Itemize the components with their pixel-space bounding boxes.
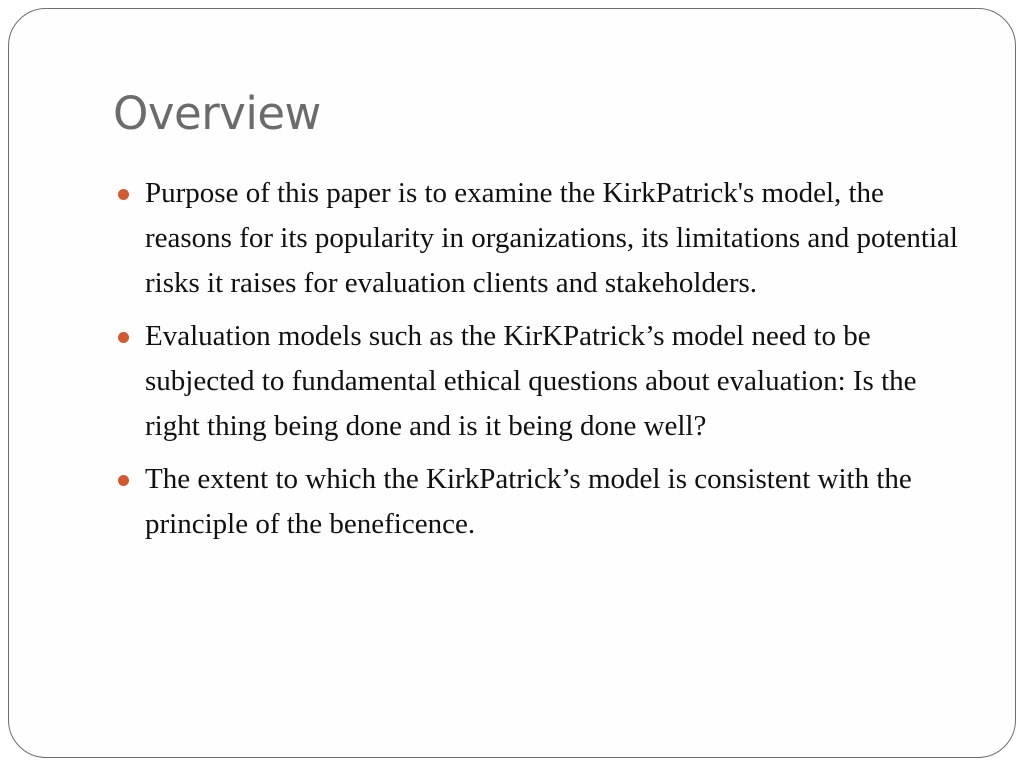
bullet-dot-icon	[118, 189, 129, 200]
bullet-text: Purpose of this paper is to examine the KirkPatrick's model, the reasons for its popularity in organizations, its limitations and potential risks it raises for evaluation clients and stakeholders.	[145, 177, 958, 299]
bullet-item	[111, 171, 971, 306]
bullet-item	[111, 314, 971, 449]
bullet-text: Evaluation models such as the KirKPatrick’s model need to be subjected to fundamental ethical questions about evaluation: Is the right thing being done and is it being done well?	[145, 320, 917, 442]
bullet-dot-icon	[118, 332, 129, 343]
bullet-text: The extent to which the KirkPatrick’s model is consistent with the principle of the beneficence.	[145, 463, 912, 540]
bullet-dot-icon	[118, 475, 129, 486]
bullet-list	[111, 171, 971, 555]
slide	[8, 8, 1016, 758]
bullet-item	[111, 457, 971, 547]
slide-title: Overview	[113, 87, 321, 140]
